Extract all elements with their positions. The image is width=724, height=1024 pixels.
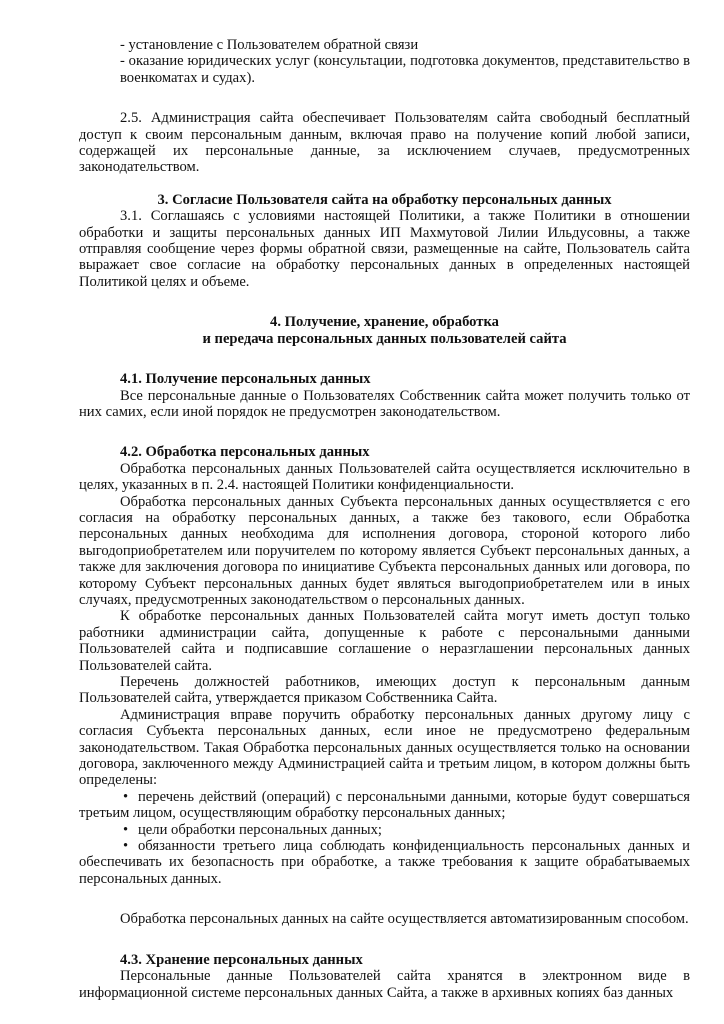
subsection-4-1-text: Все персональные данные о Пользователях Собственник сайта может получить только от них самих, если иной порядок не предусмотрен законодательством. [79,387,690,420]
list-item [79,822,690,838]
bullet-icon: • [123,821,129,838]
paragraph-2-5: 2.5. Администрация сайта обеспечивает Пользователям сайта свободный бесплатный доступ к своим персональным данным, включая право на получение копий любой записи, содержащей их персональные данные, за исключением случаев, предусмотренных законодательством. [79,110,690,176]
subsection-4-2-p5: Администрация вправе поручить обработку персональных данных другому лицу с согласия Субъекта персональных данных, если иное не предусмотрено федеральным законодательством. Такая Обработка персональных данных осуществляется только на основании договора, заключенного между Администрацией сайта и третьим лицом, в котором должны быть определены: [79,706,690,789]
subsection-4-3-text: Персональные данные Пользователей сайта хранятся в электронном виде в информационной системе персональных данных Сайта, а также в архивных копиях баз данных [79,968,690,1001]
spacer [79,176,690,192]
intro-item-legal [79,53,690,86]
spacer [79,290,690,314]
section-3-heading: 3. Согласие Пользователя сайта на обработку персональных данных [157,191,612,208]
spacer [79,420,690,444]
subsection-4-2-p4: Перечень должностей работников, имеющих доступ к персональным данным Пользователей сайта, утверждается приказом Собственника Сайта. [79,674,690,707]
section-4-heading-line1: 4. Получение, хранение, обработка [270,314,499,331]
spacer [79,86,690,110]
subsection-4-2-p3: К обработке персональных данных Пользователей сайта могут иметь доступ только работники администрации сайта, допущенные к работе с персональными данными Пользователей сайта и подписавшие соглашение о неразглашении персональных данных Пользователей сайта. [79,608,690,674]
third-party-requirements-list [79,789,690,887]
document-page [79,37,690,1001]
list-item [79,789,690,822]
bullet-icon: • [123,788,129,805]
subsection-4-2-heading: 4.2. Обработка персональных данных [120,444,370,461]
intro-item-legal-text: - оказание юридических услуг (консультации, подготовка документов, представительство в военкоматах и судах). [120,53,690,86]
subsection-4-2-p2: Обработка персональных данных Субъекта персональных данных осуществляется с его согласия на обработку персональных данных, а также без такового, если Обработка персональных данных необходима для исполнения договора, стороной которого либо выгодоприобретателем или поручителем по которому является Субъект персональных данных, а также для заключения договора по инициативе Субъекта персональных данных или договора, по которому Субъект персональных данных будет являться выгодоприобретателем или в иных случаях, предусмотренных законодательством о персональных данных. [79,493,690,608]
list-item-text: обязанности третьего лица соблюдать конфиденциальность персональных данных и обеспечивать их безопасность при обработке, а также требования к защите обрабатываемых персональных данных. [79,838,690,887]
subsection-4-2-p1: Обработка персональных данных Пользователей сайта осуществляется исключительно в целях, указанных в п. 2.4. настоящей Политики конфиденциальности. [79,460,690,494]
spacer [79,347,690,371]
list-item-text: перечень действий (операций) с персональными данными, которые будут совершаться третьим лицом, осуществляющим обработку персональных данных; [79,788,690,822]
subsection-4-3-heading: 4.3. Хранение персональных данных [120,951,363,968]
paragraph-3-1: 3.1. Соглашаясь с условиями настоящей Политики, а также Политики в отношении обработки и защиты персональных данных ИП Махмутовой Лилии Ильдусовны, а также отправляя сообщение через формы обратной связи, размещенные на сайте, Пользователь сайта выражает свое согласие на обработку персональных данных в определенных настоящей Политикой целях и объеме. [79,208,690,290]
spacer [79,887,690,911]
subsection-4-1-heading: 4.1. Получение персональных данных [120,371,371,388]
section-4-heading-line2: и передача персональных данных пользователей сайта [202,330,567,347]
intro-item-feedback: - установление с Пользователем обратной связи [120,37,419,53]
bullet-icon: • [123,838,129,855]
subsection-4-2-p6: Обработка персональных данных на сайте осуществляется автоматизированным способом. [120,911,689,928]
list-item-text: цели обработки персональных данных; [138,821,382,838]
spacer [79,928,690,952]
list-item [79,838,690,887]
